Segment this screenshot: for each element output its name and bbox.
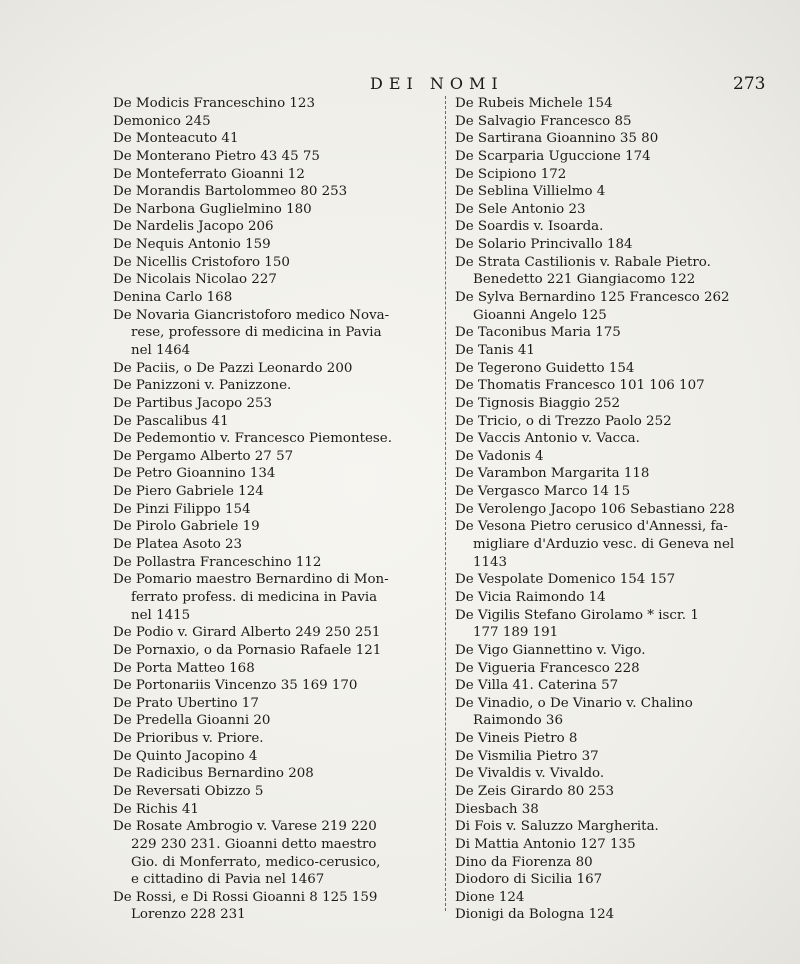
index-entry: De Petro Gioannino 134 xyxy=(113,466,276,482)
index-entry: Diodoro di Sicilia 167 xyxy=(455,872,603,888)
index-entry: 177 189 191 xyxy=(473,625,559,641)
index-entry: De Soardis v. Isoarda. xyxy=(455,219,604,235)
index-entry: De Vesona Pietro cerusico d'Annessi, fa- xyxy=(455,519,728,535)
index-entry: De Morandis Bartolommeo 80 253 xyxy=(113,184,348,200)
index-entry: De Tegerono Guidetto 154 xyxy=(455,360,635,376)
index-entry: De Podio v. Girard Alberto 249 250 251 xyxy=(113,625,381,641)
index-entry: De Novaria Giancristoforo medico Nova- xyxy=(113,307,390,323)
index-entry: De Varambon Margarita 118 xyxy=(455,466,650,482)
index-entry: De Solario Princivallo 184 xyxy=(455,237,633,253)
index-entry: De Vigilis Stefano Girolamo * iscr. 1 xyxy=(455,607,699,623)
index-entry: De Prioribus v. Priore. xyxy=(113,731,264,747)
index-entry: ferrato profess. di medicina in Pavia xyxy=(131,589,378,605)
index-column-left xyxy=(113,95,443,924)
index-entry: Dino da Fiorenza 80 xyxy=(455,854,593,870)
index-entry: De Strata Castilionis v. Rabale Pietro. xyxy=(455,254,711,270)
index-entry: De Vineis Pietro 8 xyxy=(455,731,578,747)
index-entry: De Nardelis Jacopo 206 xyxy=(113,219,274,235)
index-entry: De Pergamo Alberto 27 57 xyxy=(113,448,294,464)
index-entry: De Vigueria Francesco 228 xyxy=(455,660,640,676)
index-entry: De Reversati Obizzo 5 xyxy=(113,783,264,799)
index-entry: De Narbona Guglielmino 180 xyxy=(113,201,312,217)
index-entry: Denina Carlo 168 xyxy=(113,290,233,306)
index-entry: De Monterano Pietro 43 45 75 xyxy=(113,148,320,164)
index-entry: De Tricio, o di Trezzo Paolo 252 xyxy=(455,413,672,429)
index-entry: De Pedemontio v. Francesco Piemontese. xyxy=(113,431,392,447)
index-entry: De Porta Matteo 168 xyxy=(113,660,255,676)
index-entry: De Vergasco Marco 14 15 xyxy=(455,484,631,500)
index-entry: De Sartirana Gioannino 35 80 xyxy=(455,131,659,147)
index-entry: De Thomatis Francesco 101 106 107 xyxy=(455,378,705,394)
index-entry: De Scarparia Uguccione 174 xyxy=(455,148,651,164)
index-entry: Di Mattia Antonio 127 135 xyxy=(455,836,636,852)
index-entry: De Pollastra Franceschino 112 xyxy=(113,554,322,570)
index-entry: De Tignosis Biaggio 252 xyxy=(455,395,621,411)
index-entry: De Taconibus Maria 175 xyxy=(455,325,621,341)
page-number: 273 xyxy=(733,74,766,94)
index-entry: nel 1464 xyxy=(131,342,191,358)
index-entry: De Piero Gabriele 124 xyxy=(113,484,264,500)
index-entry: Gioanni Angelo 125 xyxy=(473,307,607,323)
index-entry: De Partibus Jacopo 253 xyxy=(113,395,273,411)
index-entry: De Pirolo Gabriele 19 xyxy=(113,519,260,535)
index-entry: De Pomario maestro Bernardino di Mon- xyxy=(113,572,389,588)
index-entry: De Vismilia Pietro 37 xyxy=(455,748,599,764)
index-entry: De Scipiono 172 xyxy=(455,166,567,182)
index-entry: e cittadino di Pavia nel 1467 xyxy=(131,872,325,888)
index-entry: De Prato Ubertino 17 xyxy=(113,695,259,711)
index-entry: De Platea Asoto 23 xyxy=(113,537,243,553)
index-column-right xyxy=(455,95,785,924)
index-entry: De Panizzoni v. Panizzone. xyxy=(113,378,292,394)
index-entry: De Vigo Giannettino v. Vigo. xyxy=(455,642,646,658)
index-entry: De Predella Gioanni 20 xyxy=(113,713,271,729)
index-entry: migliare d'Arduzio vesc. di Geneva nel xyxy=(473,537,735,553)
index-entry: De Rosate Ambrogio v. Varese 219 220 xyxy=(113,819,377,835)
column-divider xyxy=(445,96,446,911)
index-entry: rese, professore di medicina in Pavia xyxy=(131,325,382,341)
running-header: DEI NOMI xyxy=(370,74,504,93)
index-entry: Di Fois v. Saluzzo Margherita. xyxy=(455,819,659,835)
index-entry: Dione 124 xyxy=(455,889,525,905)
index-entry: De Quinto Jacopino 4 xyxy=(113,748,258,764)
index-entry: De Zeis Girardo 80 253 xyxy=(455,783,615,799)
index-entry: De Pinzi Filippo 154 xyxy=(113,501,251,517)
index-entry: Diesbach 38 xyxy=(455,801,539,817)
index-entry: De Vivaldis v. Vivaldo. xyxy=(455,766,605,782)
index-entry: 1143 xyxy=(473,554,508,570)
index-entry: De Paciis, o De Pazzi Leonardo 200 xyxy=(113,360,353,376)
index-entry: De Vadonis 4 xyxy=(455,448,544,464)
index-entry: De Radicibus Bernardino 208 xyxy=(113,766,314,782)
index-entry: De Vinadio, o De Vinario v. Chalino xyxy=(455,695,693,711)
index-entry: De Vespolate Domenico 154 157 xyxy=(455,572,676,588)
index-entry: De Salvagio Francesco 85 xyxy=(455,113,632,129)
index-entry: De Monteferrato Gioanni 12 xyxy=(113,166,305,182)
index-entry: De Portonariis Vincenzo 35 169 170 xyxy=(113,678,358,694)
index-entry: De Vicia Raimondo 14 xyxy=(455,589,606,605)
index-entry: De Sele Antonio 23 xyxy=(455,201,586,217)
index-entry: Raimondo 36 xyxy=(473,713,563,729)
index-entry: Lorenzo 228 231 xyxy=(131,907,246,923)
index-entry: De Nicolais Nicolao 227 xyxy=(113,272,277,288)
index-entry: De Pornaxio, o da Pornasio Rafaele 121 xyxy=(113,642,382,658)
index-entry: Dionigi da Bologna 124 xyxy=(455,907,615,923)
index-entry: De Villa 41. Caterina 57 xyxy=(455,678,619,694)
index-entry: De Vaccis Antonio v. Vacca. xyxy=(455,431,640,447)
index-entry: De Sylva Bernardino 125 Francesco 262 xyxy=(455,290,730,306)
index-entry: 229 230 231. Gioanni detto maestro xyxy=(131,836,377,852)
index-entry: De Nicellis Cristoforo 150 xyxy=(113,254,290,270)
index-entry: Gio. di Monferrato, medico-cerusico, xyxy=(131,854,381,870)
index-entry: De Seblina Villielmo 4 xyxy=(455,184,606,200)
index-entry: De Tanis 41 xyxy=(455,342,535,358)
index-entry: De Rossi, e Di Rossi Gioanni 8 125 159 xyxy=(113,889,378,905)
index-entry: De Pascalibus 41 xyxy=(113,413,229,429)
index-entry: De Rubeis Michele 154 xyxy=(455,96,613,111)
index-entry: De Modicis Franceschino 123 xyxy=(113,96,315,111)
index-entry: De Nequis Antonio 159 xyxy=(113,237,271,253)
index-entry: De Monteacuto 41 xyxy=(113,131,239,147)
index-entry: nel 1415 xyxy=(131,607,191,623)
index-entry: Benedetto 221 Giangiacomo 122 xyxy=(473,272,696,288)
index-entry: Demonico 245 xyxy=(113,113,211,129)
index-entry: De Verolengo Jacopo 106 Sebastiano 228 xyxy=(455,501,735,517)
index-entry: De Richis 41 xyxy=(113,801,199,817)
